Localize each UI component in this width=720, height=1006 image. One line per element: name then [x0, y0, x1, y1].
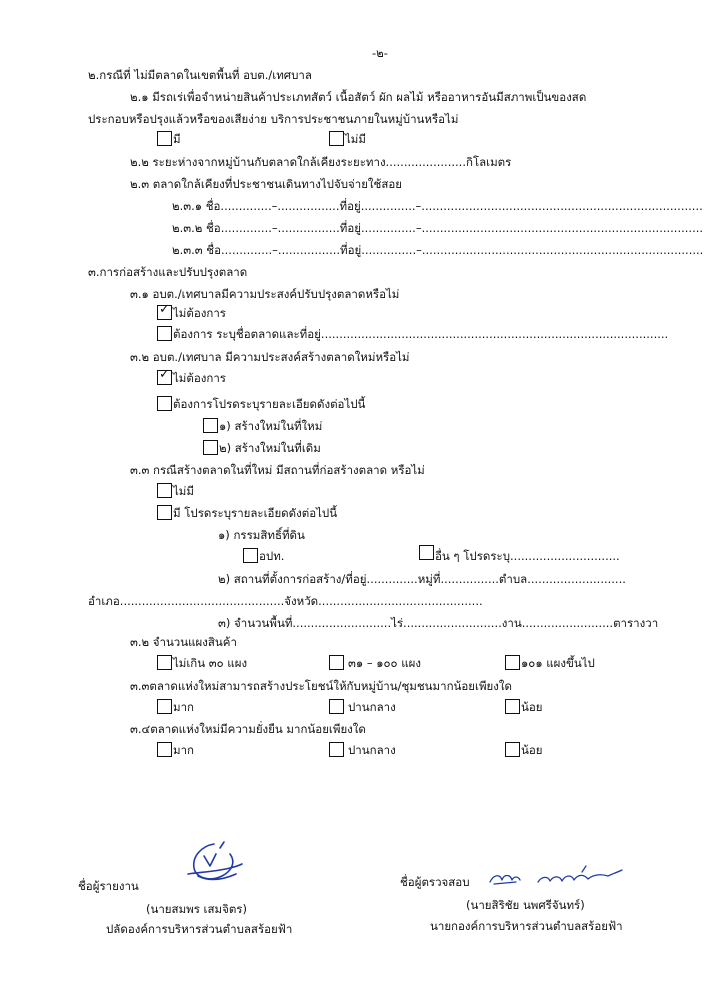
q3-6-opt2-label: ปานกลาง — [348, 743, 396, 757]
q3-1-yes-checkbox[interactable] — [157, 326, 172, 341]
page-number: -๒- — [372, 46, 388, 60]
q3-6-opt2-checkbox[interactable] — [329, 742, 344, 757]
q2-1-yes-checkbox[interactable] — [157, 131, 172, 146]
q3-1-no-checkbox[interactable] — [157, 302, 172, 320]
q3-2-text: ๓.๒ อบต./เทศบาล มีความประสงค์สร้างตลาดใหม่หรือไม่ — [130, 350, 410, 364]
q3-2-no-checkbox[interactable] — [157, 367, 172, 385]
q3-3-2-field: ๒) สถานที่ตั้งการก่อสร้าง/ที่อยู่..............หมู่ที่................ตำบล........................... — [218, 572, 626, 586]
q2-3-2-field: ๒.๓.๒ ชื่อ..............–.................ที่อยู่...............–............................................................................. — [172, 221, 704, 235]
q3-4-opt2-label: ๓๑ – ๑๐๐ แผง — [348, 656, 421, 670]
q3-4-text: ๓.๒ จำนวนแผงสินค้า — [130, 635, 237, 649]
check-mark-icon: ✓ — [159, 367, 170, 382]
reporter-signature-image — [180, 838, 244, 890]
q3-5-text: ๓.๓ตลาดแห่งใหม่สามารถสร้างประโยชน์ให้กับหมู่บ้าน/ชุมชนมากน้อยเพียงใด — [130, 679, 512, 693]
q2-1-text-line2: ประกอบหรือปรุงแล้วหรือของเสียง่าย บริการประชาชนภายในหมู่บ้านหรือไม่ — [88, 112, 459, 126]
q3-5-opt3-checkbox[interactable] — [505, 699, 520, 714]
section-3-heading: ๓.การก่อสร้างและปรับปรุงตลาด — [88, 265, 248, 279]
q2-2-text: ๒.๒ ระยะห่างจากหมู่บ้านกับตลาดใกล้เคียงระยะทาง......................กิโลเมตร — [130, 155, 512, 169]
section-2-heading: ๒.กรณีที่ ไม่มีตลาดในเขตพื้นที่ อบต./เทศบาล — [88, 68, 312, 82]
q3-6-text: ๓.๔ตลาดแห่งใหม่มีความยั่งยืน มากน้อยเพียงใด — [130, 722, 366, 736]
q3-3-3-field: ๓) จำนวนพื้นที่...........................ไร่...........................งาน.........................ตารางวา — [218, 616, 659, 630]
q3-3-text: ๓.๓ กรณีสร้างตลาดในที่ใหม่ มีสถานที่ก่อสร้างตลาด หรือไม่ — [130, 463, 425, 477]
q3-5-opt1-checkbox[interactable] — [157, 699, 172, 714]
q3-5-opt2-checkbox[interactable] — [329, 699, 344, 714]
q3-2-yes-checkbox[interactable] — [157, 396, 172, 411]
q3-6-opt1-label: มาก — [173, 743, 195, 757]
reporter-label: ชื่อผู้รายงาน — [78, 879, 139, 893]
q3-3-1-opt2-label: อื่น ๆ โปรดระบุ.............................. — [435, 549, 620, 563]
inspector-signature-image — [486, 862, 626, 892]
q3-6-opt1-checkbox[interactable] — [157, 742, 172, 757]
q3-3-no-label: ไม่มี — [173, 484, 194, 498]
check-mark-icon: ✓ — [159, 302, 170, 317]
q2-3-3-field: ๒.๓.๓ ชื่อ..............–.................ที่อยู่...............–............................................................................. — [172, 243, 704, 257]
q2-1-no-label: ไม่มี — [345, 132, 366, 146]
q3-2-no-label: ไม่ต้องการ — [173, 371, 226, 385]
q3-2-yes-label: ต้องการโปรดระบุรายละเอียดดังต่อไปนี้ — [173, 397, 366, 411]
q2-3-1-field: ๒.๓.๑ ชื่อ..............–.................ที่อยู่...............–............................................................................. — [172, 199, 703, 213]
q3-4-opt1-label: ไม่เกิน ๓๐ แผง — [173, 656, 248, 670]
q3-4-opt3-checkbox[interactable] — [505, 655, 520, 670]
q3-3-yes-checkbox[interactable] — [157, 505, 172, 520]
q3-4-opt3-label: ๑๐๑ แผงขึ้นไป — [521, 656, 595, 670]
q3-1-text: ๓.๑ อบต./เทศบาลมีความประสงค์ปรับปรุงตลาดหรือไม่ — [130, 287, 400, 301]
q3-6-opt3-checkbox[interactable] — [505, 742, 520, 757]
q3-5-opt3-label: น้อย — [521, 700, 543, 714]
q3-5-opt2-label: ปานกลาง — [348, 700, 396, 714]
q2-1-text-line1: ๒.๑ มีรถเร่เพื่อจำหน่ายสินค้าประเภทสัตว์ เนื้อสัตว์ ผัก ผลไม้ หรืออาหารอันมีสภาพเป็นของสด — [130, 90, 587, 104]
inspector-label: ชื่อผู้ตรวจสอบ — [400, 875, 470, 889]
q3-3-no-checkbox[interactable] — [157, 483, 172, 498]
q3-3-1-opt1-label: อปท. — [259, 549, 285, 563]
inspector-title: นายกองค์การบริหารส่วนตำบลสร้อยฟ้า — [430, 919, 623, 933]
q3-3-2-field-cont: อำเภอ.............................................จังหวัด............................................. — [88, 594, 483, 608]
q3-1-yes-label: ต้องการ ระบุชื่อตลาดและที่อยู่............................................................................................... — [173, 327, 669, 341]
q2-1-no-checkbox[interactable] — [329, 131, 344, 146]
reporter-title: ปลัดองค์การบริหารส่วนตำบลสร้อยฟ้า — [106, 922, 293, 936]
q2-3-text: ๒.๓ ตลาดใกล้เคียงที่ประชาชนเดินทางไปจับจ่ายใช้สอย — [130, 177, 403, 191]
q3-2-sub2-checkbox[interactable] — [203, 440, 218, 455]
q3-4-opt2-checkbox[interactable] — [329, 655, 344, 670]
q2-1-yes-label: มี — [173, 132, 181, 146]
q3-3-1-text: ๑) กรรมสิทธิ์ที่ดิน — [218, 528, 305, 542]
q3-1-no-label: ไม่ต้องการ — [173, 306, 226, 320]
q3-3-yes-label: มี โปรดระบุรายละเอียดดังต่อไปนี้ — [173, 506, 338, 520]
q3-6-opt3-label: น้อย — [521, 743, 543, 757]
q3-4-opt1-checkbox[interactable] — [157, 655, 172, 670]
q3-2-sub2-label: ๒) สร้างใหม่ในที่เดิม — [219, 441, 321, 455]
q3-5-opt1-label: มาก — [173, 700, 195, 714]
q3-3-1-opt1-checkbox[interactable] — [243, 548, 258, 563]
inspector-name: (นายสิริชัย นพศรีจันทร์) — [466, 898, 585, 912]
q3-2-sub1-checkbox[interactable] — [203, 418, 218, 433]
reporter-name: (นายสมพร เสมจิตร) — [146, 902, 247, 916]
q3-2-sub1-label: ๑) สร้างใหม่ในที่ใหม่ — [219, 419, 323, 433]
q3-3-1-opt2-checkbox[interactable] — [419, 545, 434, 560]
